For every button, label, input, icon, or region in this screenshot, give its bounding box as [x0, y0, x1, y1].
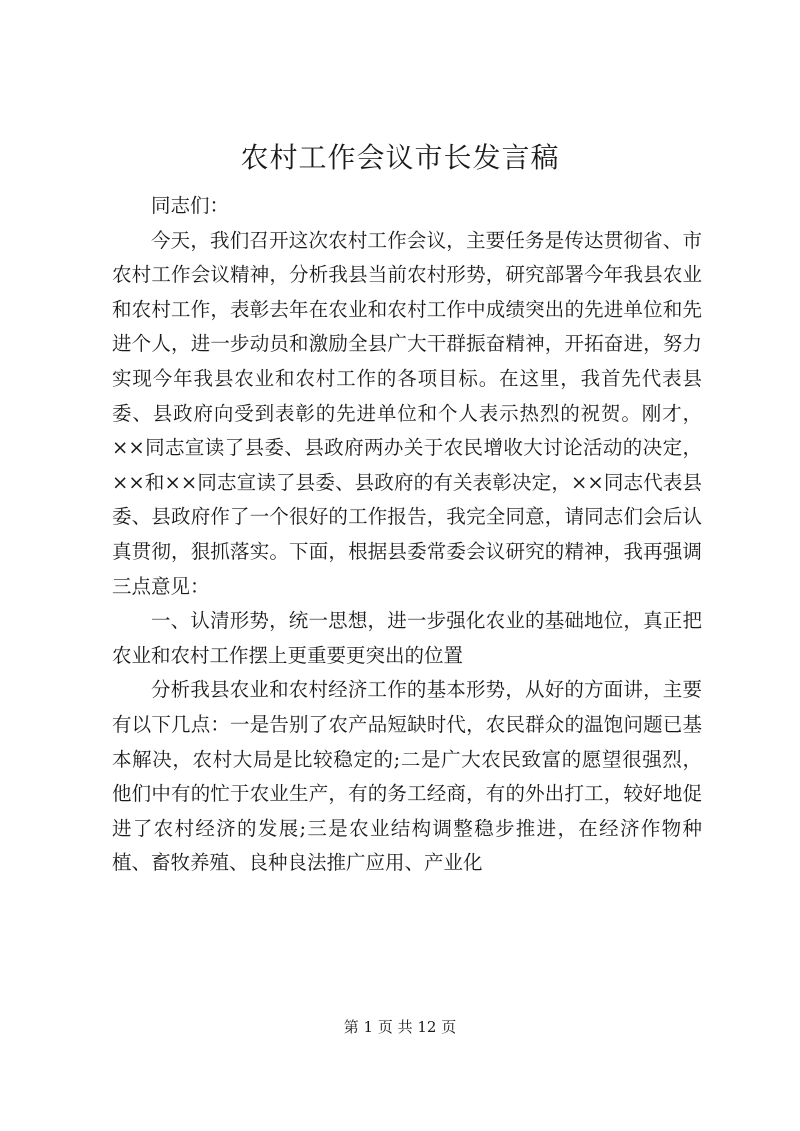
section-heading-paragraph: 一、认清形势，统一思想，进一步强化农业的基础地位，真正把农业和农村工作摆上更重要更突出的位置	[112, 609, 702, 667]
body-paragraph: 分析我县农业和农村经济工作的基本形势，从好的方面讲，主要有以下几点：一是告别了农产品短缺时代，农民群众的温饱问题已基本解决，农村大局是比较稳定的;二是广大农民致富的愿望很强烈，他们中有的忙于农业生产，有的务工经商，有的外出打工，较好地促进了农村经济的发展;三是农业结构调整稳步推进，在经济作物种植、畜牧养殖、良种良法推广应用、产业化	[112, 678, 702, 875]
document-title: 农村工作会议市长发言稿	[240, 141, 560, 174]
salutation-paragraph: 同志们：	[151, 194, 230, 217]
body-paragraph: 今天，我们召开这次农村工作会议，主要任务是传达贯彻省、市农村工作会议精神，分析我县当前农村形势，研究部署今年我县农业和农村工作，表彰去年在农业和农村工作中成绩突出的先进单位和先进个人，进一步动员和激励全县广大干群振奋精神，开拓奋进，努力实现今年我县农业和农村工作的各项目标。在这里，我首先代表县委、县政府向受到表彰的先进单位和个人表示热烈的祝贺。刚才，××同志宣读了县委、县政府两办关于农民增收大讨论活动的决定，××和××同志宣读了县委、县政府的有关表彰决定，××同志代表县委、县政府作了一个很好的工作报告，我完全同意，请同志们会后认真贯彻，狠抓落实。下面，根据县委常委会议研究的精神，我再强调三点意见：	[112, 228, 702, 598]
document-body	[112, 189, 702, 881]
page-footer: 第 1 页 共 12 页	[343, 1018, 457, 1036]
